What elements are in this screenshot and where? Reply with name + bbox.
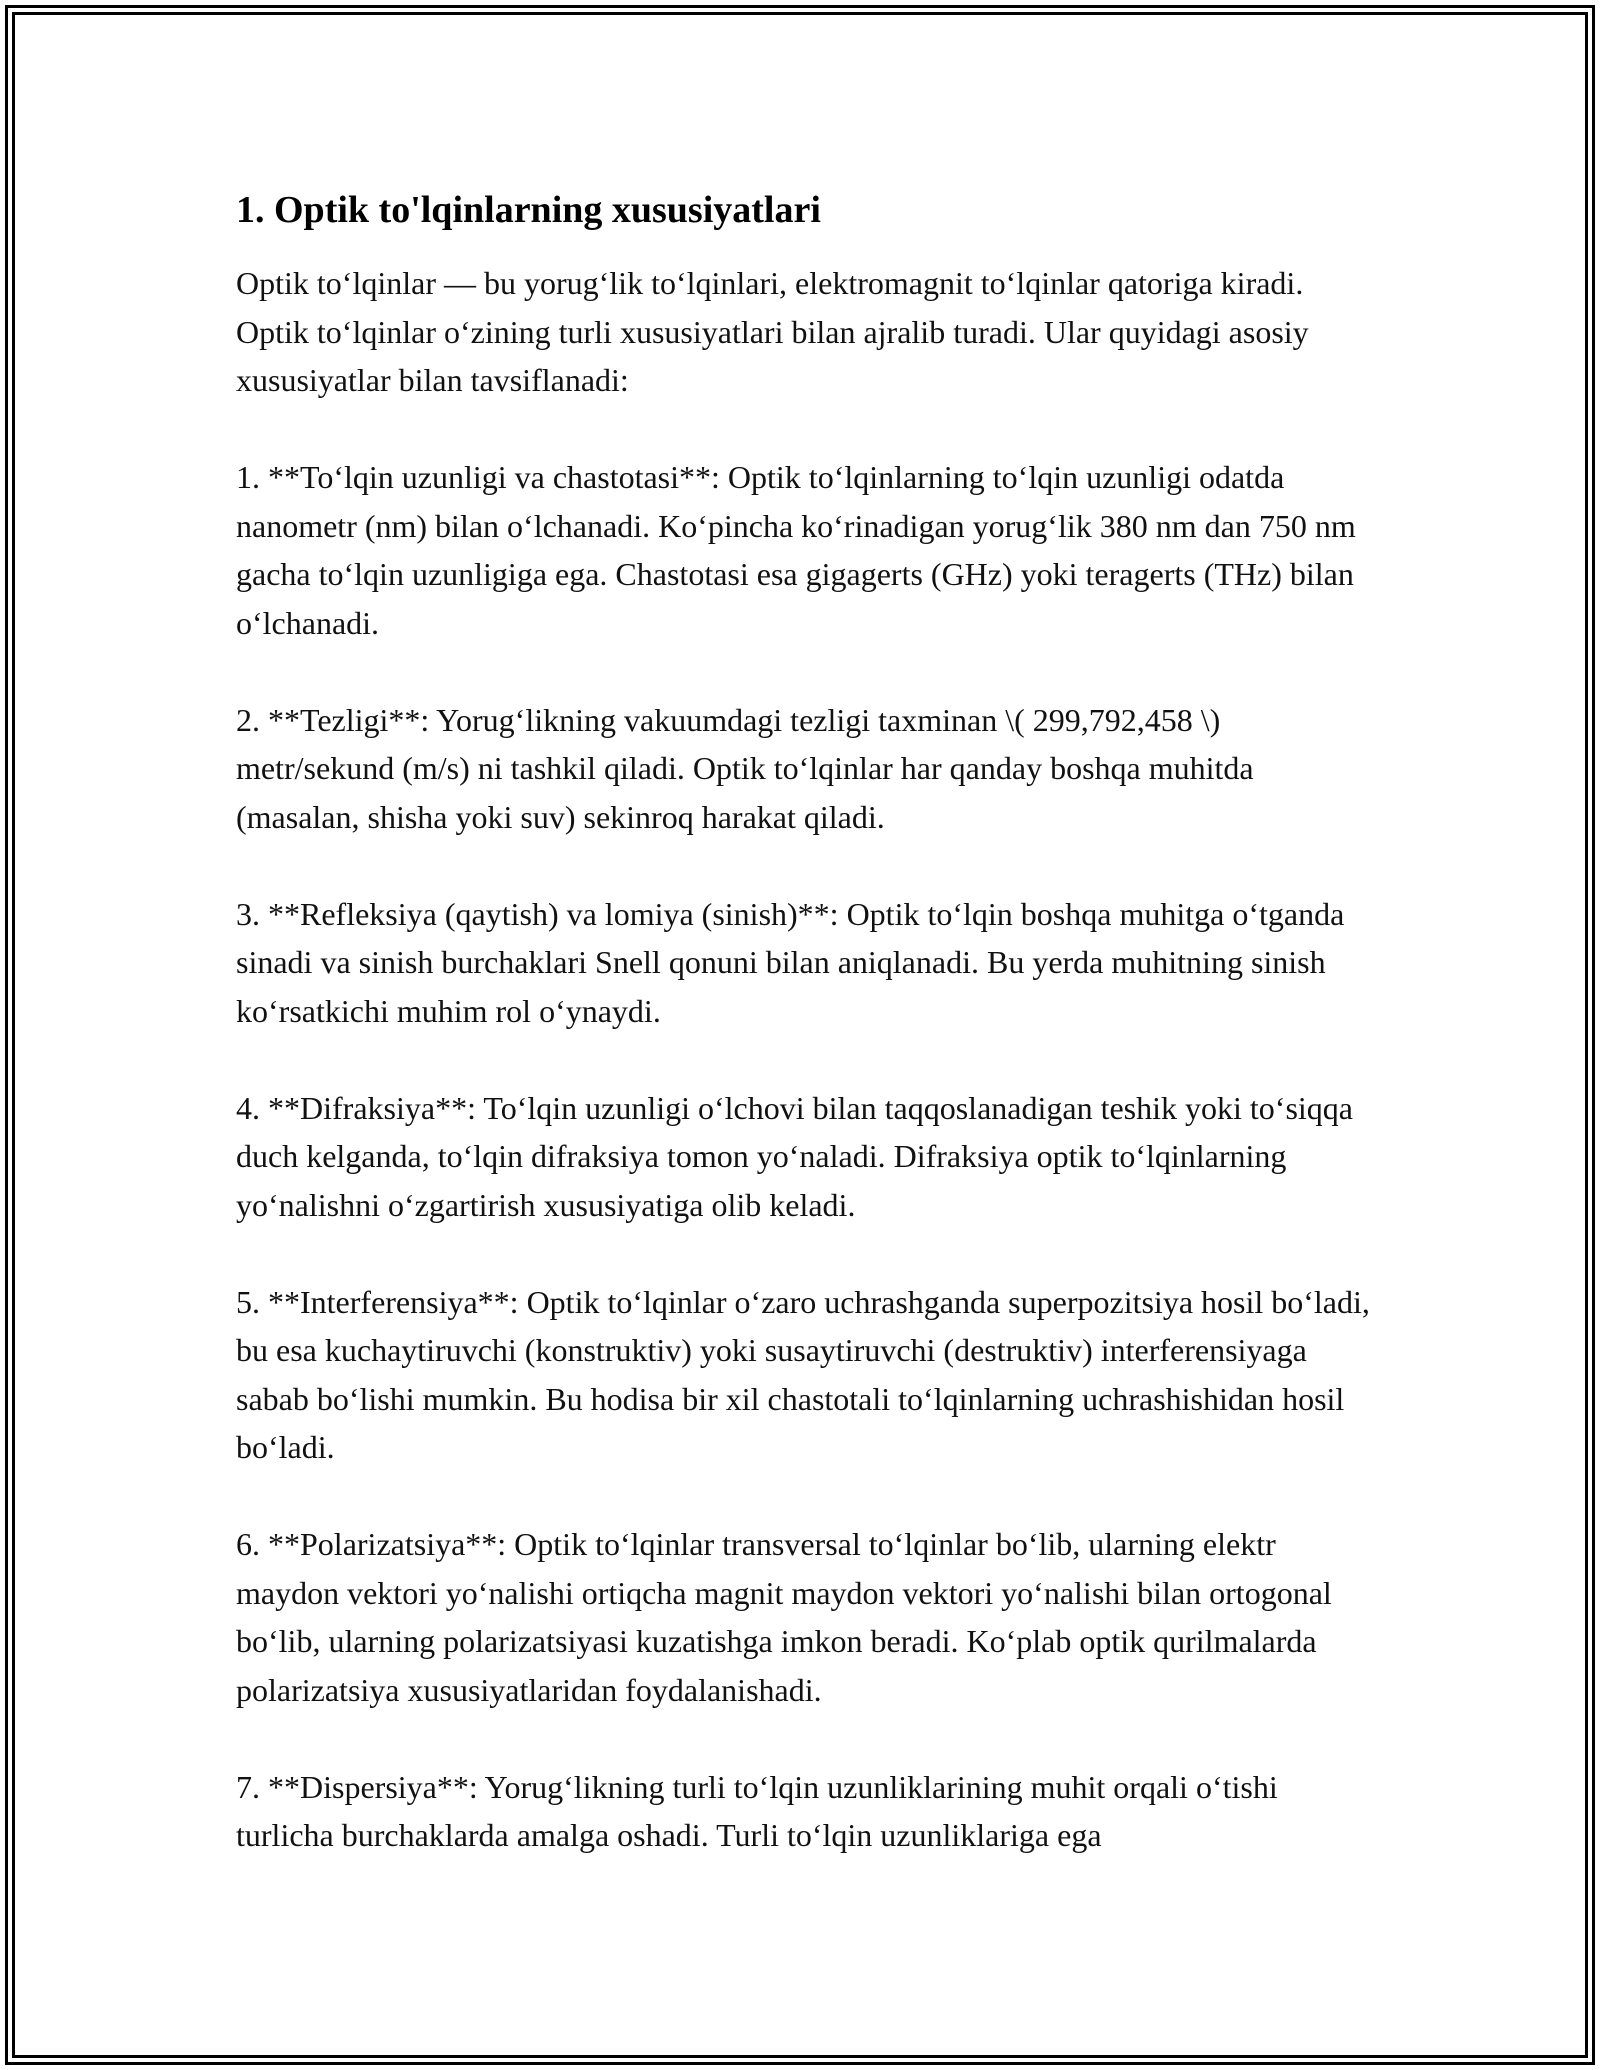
property-diffraction: 4. **Difraksiya**: To‘lqin uzunligi o‘lchovi bilan taqqoslanadigan teshik yoki to‘siqqa duch kelganda, to‘lqin difraksiya tomon yo‘naladi. Difraksiya optik to‘lqinlarning yo‘nalishni o‘zgartirish xususiyatiga olib keladi. xyxy=(236,1089,1353,1223)
section-heading: 1. Optik to'lqinlarning xususiyatlari xyxy=(236,189,821,231)
intro-paragraph: Optik to‘lqinlar — bu yorug‘lik to‘lqinlari, elektromagnit to‘lqinlar qatoriga kiradi. Optik to‘lqinlar o‘zining turli xususiyatlari bilan ajralib turadi. Ular quyidagi asosiy xususiyatlar bilan tavsiflanadi: xyxy=(236,265,1309,398)
property-speed: 2. **Tezligi**: Yorug‘likning vakuumdagi tezligi taxminan \( 299,792,458 \) metr/sekund (m/s) ni tashkil qiladi. Optik to‘lqinlar har qanday boshqa muhitda (masalan, shisha yoki suv) sekinroq harakat qiladi. xyxy=(236,701,1254,835)
property-wavelength-frequency: 1. **To‘lqin uzunligi va chastotasi**: Optik to‘lqinlarning to‘lqin uzunligi odatda nanometr (nm) bilan o‘lchanadi. Ko‘pincha ko‘rinadigan yorug‘lik 380 nm dan 750 nm gacha to‘lqin uzunligiga ega. Chastotasi esa gigagerts (GHz) yoki teragerts (THz) bilan o‘lchanadi. xyxy=(236,459,1356,641)
property-reflection-refraction: 3. **Refleksiya (qaytish) va lomiya (sinish)**: Optik to‘lqin boshqa muhitga o‘tganda sinadi va sinish burchaklari Snell qonuni bilan aniqlanadi. Bu yerda muhitning sinish ko‘rsatkichi muhim rol o‘ynaydi. xyxy=(236,895,1345,1029)
document-body xyxy=(236,185,1376,1908)
property-dispersion: 7. **Dispersiya**: Yorug‘likning turli to‘lqin uzunliklarining muhit orqali o‘tishi turlicha burchaklarda amalga oshadi. Turli to‘lqin uzunliklariga ega xyxy=(236,1768,1278,1853)
property-polarization: 6. **Polarizatsiya**: Optik to‘lqinlar transversal to‘lqinlar bo‘lib, ularning elektr maydon vektori yo‘nalishi ortiqcha magnit maydon vektori yo‘nalishi bilan ortogonal bo‘lib, ularning polarizatsiyasi kuzatishga imkon beradi. Ko‘plab optik qurilmalarda polarizatsiya xususiyatlaridan foydalanishadi. xyxy=(236,1526,1332,1708)
property-interference: 5. **Interferensiya**: Optik to‘lqinlar o‘zaro uchrashganda superpozitsiya hosil bo‘ladi, bu esa kuchaytiruvchi (konstruktiv) yoki susaytiruvchi (destruktiv) interferensiyaga sabab bo‘lishi mumkin. Bu hodisa bir xil chastotali to‘lqinlarning uchrashishidan hosil bo‘ladi. xyxy=(236,1283,1370,1465)
